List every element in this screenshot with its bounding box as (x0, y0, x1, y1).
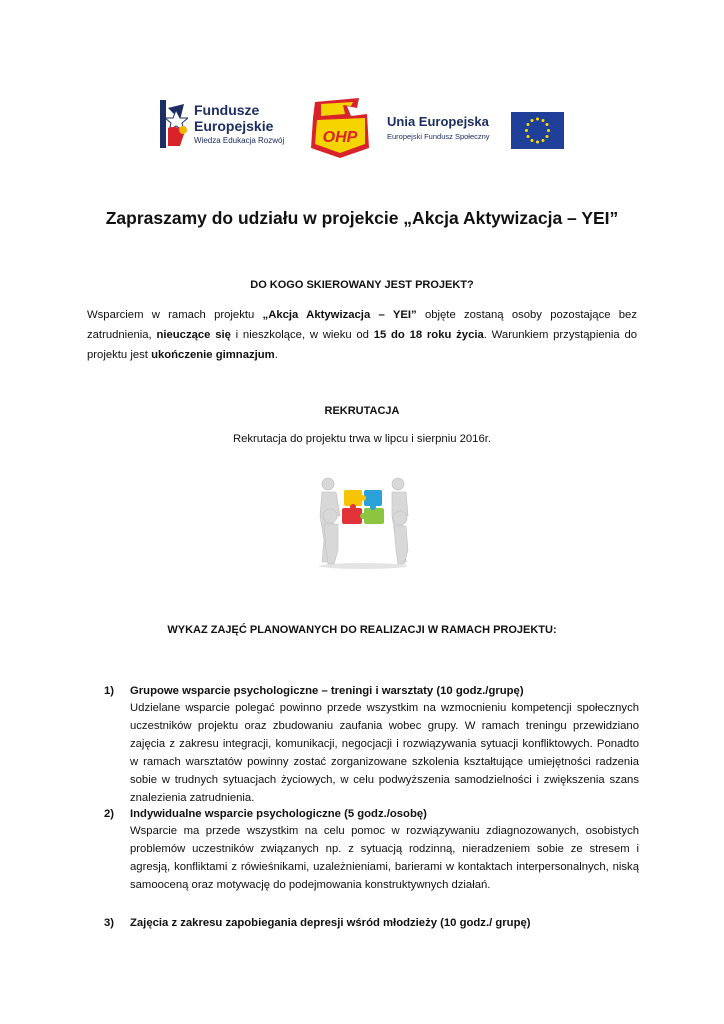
list-item-number: 2) (104, 808, 115, 820)
recruitment-text: Rekrutacja do projektu trwa w lipcu i sierpniu 2016r. (232, 433, 492, 445)
puzzle-figures-icon (308, 470, 418, 570)
list-item-number: 3) (104, 917, 115, 929)
ohp-text: OHP (322, 129, 358, 146)
section-heading-activities: WYKAZ ZAJĘĆ PLANOWANYCH DO REALIZACJI W RAMACH PROJEKTU: (167, 624, 557, 636)
fe-star-icon (160, 100, 188, 148)
list-item-body: Wsparcie ma przede wszystkim na celu pomoc w rozwiązywaniu zdiagnozowanych, osobistych problemów uczestników związanych np. z sytuacją rodzinną, nieradzeniem sobie ze stresem i agresją, konfliktami z rówieśnikami, uzależnieniami, barierami w kontaktach interpersonalnych, niską samooceną oraz motywację do podejmowania konstruktywnych działań. (130, 825, 639, 891)
fe-line2: Europejskie (194, 118, 274, 134)
target-paragraph: Wsparciem w ramach projektu „Akcja Aktywizacja – YEI” objęte zostaną osoby pozostające bez zatrudnienia, nieuczące się i nieszkolące, w wieku od 15 do 18 roku życia. Warunkiem przystąpienia do projektu jest ukończenie gimnazjum. (87, 309, 638, 361)
list-item-heading: Indywidualne wsparcie psychologiczne (5 godz./osobę) (130, 808, 427, 820)
page-title: Zapraszamy do udziału w projekcie „Akcja Aktywizacja – YEI” (105, 208, 619, 228)
section-heading-recruitment: REKRUTACJA (324, 405, 400, 417)
ue-line1: Unia Europejska (387, 114, 489, 129)
eu-flag-icon (511, 112, 564, 149)
list-item (104, 915, 639, 935)
unia-europejska-logo (387, 112, 567, 152)
fe-line1: Fundusze (194, 102, 260, 118)
fe-line3: Wiedza Edukacja Rozwój (194, 136, 285, 145)
ohp-emblem-icon (307, 96, 373, 160)
ue-line2: Europejski Fundusz Społeczny (387, 132, 490, 141)
list-item (104, 806, 639, 891)
puzzle-team-illustration (308, 470, 418, 570)
section-heading-target: DO KOGO SKIEROWANY JEST PROJEKT? (250, 279, 474, 291)
list-item (104, 683, 639, 804)
list-item-body: Udzielane wsparcie polegać powinno przede wszystkim na wzmocnieniu kompetencji społecznych uczestników projektu oraz zbudowaniu zaufania wobec grupy. W ramach treningu przewidziano zajęcia z zakresu integracji, komunikacji, negocjacji i rozwiązywania sytuacji konfliktowych. Ponadto w ramach warsztatów powinny zostać zorganizowane szkolenia kształtujące umiejętności radzenia sobie w trudnych sytuacjach życiowych, w celu podwyższenia samodzielności i zwiększenia szans znalezienia zatrudnienia. (130, 702, 639, 804)
list-item-heading: Zajęcia z zakresu zapobiegania depresji wśród młodzieży (10 godz./ grupę) (130, 917, 531, 929)
list-item-number: 1) (104, 685, 115, 697)
list-item-heading: Grupowe wsparcie psychologiczne – treningi i warsztaty (10 godz./grupę) (130, 685, 524, 697)
ohp-logo (307, 96, 373, 160)
fundusze-europejskie-logo (160, 100, 300, 150)
